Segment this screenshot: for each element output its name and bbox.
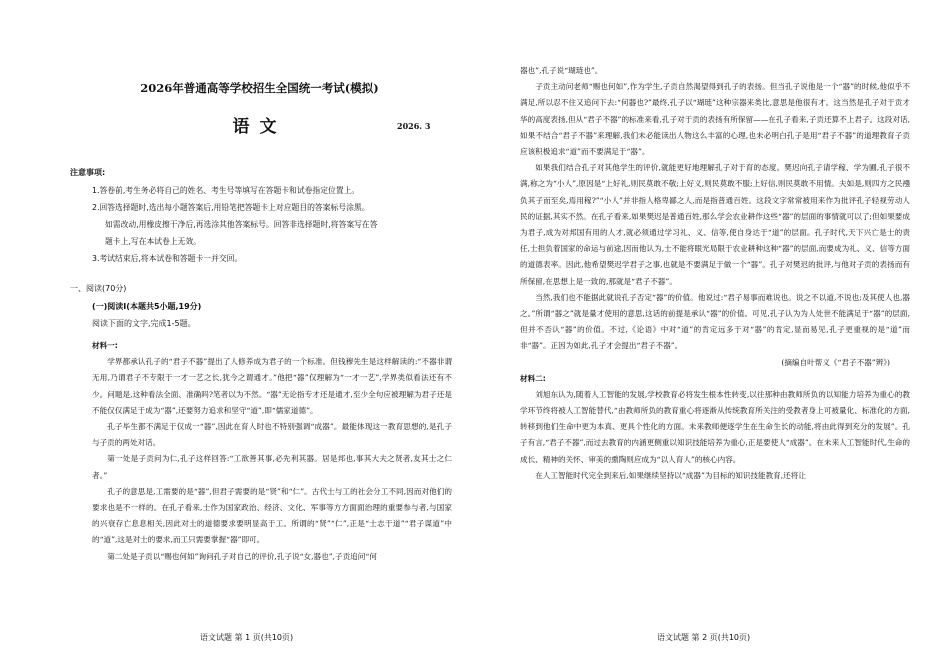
page-footer-right: 语文试题 第 2 页(共10页) <box>657 633 751 642</box>
paragraph: 如果我们结合孔子对其他学生的评价,就能更好地理解孔子对于育的态度。樊迟向孔子请学稼、学为圃,孔子很不满,称之为“小人”,原因是“上好礼,则民莫敢不敬;上好义,则民莫敢不服;上好信,则民莫敢不用情。夫如是,则四方之民襁负其子而至矣,焉用稼?”“小人”并非指人格卑鄙之人,而是指普通百姓。这段文字常常被用来作为批评孔子轻视劳动人民的证据,其实不然。在孔子看来,如果樊迟是普通百姓,那么学会农业耕作这些“器”的层面的事情就可以了;但如果要成为君子,成为对邦国有用的人才,就必须通过学习礼、义、信等,使自身达于“道”的层面。孔子时代,天下兴亡是士的责任,士担负着国家的命运与前途,因而他认为,士不能将眼光局限于农业耕种这种“器”的层面,而要成为礼、义、信等方面的道德表率。因此,他希望樊迟学君子之事,也就是不要满足于做一个“器”。孔子对樊迟的批评,与他对子贡的表扬而有所保留,在思想上是一致的,那就是“君子不器”。 <box>520 163 910 286</box>
notice-heading: 注意事项: <box>70 168 106 177</box>
notice-item: 题卡上,写在本试卷上无效。 <box>105 237 202 246</box>
source-citation: (摘编自叶帮义《“君子不器”辨》) <box>781 357 890 367</box>
paragraph: 刘旭东认为,随着人工智能的发展,学校教育必将发生根本性转变,以往那种由教师所负的以知能力培养为重心的教学环节终将被人工智能替代,“由教师所负的教育重心将逐渐从传统教育所关注的受教者身上可被量化、标准化的方面,转移到他们生命中更为本真、更具个性化的方面。未来教师便逐学生在生命生长的动能,将由此得到充分的发展”。孔子有言,“君子不器”,而过去教育的内涵更侧重以知识技能培养为重心,正是要使人“成器”。在未来人工智能时代,生命的成长、精神的关怀、审美的熏陶则应成为“以人育人”的核心内容。 <box>520 389 910 464</box>
section-heading: 一、阅读(70分) <box>70 284 127 293</box>
right-body <box>520 63 910 484</box>
paragraph: 器也”,孔子说“瑚琏也”。 <box>520 66 603 75</box>
paragraph: 子贡主动问老师“赐也何如”,作为学生,子贡自然渴望得到孔子的表扬。但当孔子说他是一个“器”的时候,他似乎不满足,所以忍不住又追问下去:“何器也?”最终,孔子以“瑚琏”这种宗器来类比,意思是他很有才。这当然是孔子对于贡才华的高度表扬,但从“君子不器”的标准来看,孔子对于贡的表扬有所保留——在孔子看来,子贡还算不上君子。这段对话,如果不结合“君子不器”来理解,我们未必能读出人物这么丰富的心理,也未必明白孔子是用“君子不器”的道理教育子贡应该积极追求“道”而不要满足于“器”。 <box>520 82 910 157</box>
left-body <box>92 338 452 565</box>
subject-title: 语文 <box>232 117 287 137</box>
paragraph: 第一处是子贡问为仁,孔子这样回答:“工欲善其事,必先利其器。居是邦也,事其大夫之贤者,友其士之仁者。” <box>92 454 452 480</box>
paragraph: 孔子的意思是,工需要的是“器”,但君子需要的是“贤”和“仁”。古代士与工的社会分工不同,因而对他们的要求也是不一样的。在孔子看来,士作为国家政治、经济、文化、军事等方方面面治理的重要参与者,与国家的兴衰存亡息息相关,因此对士的道德要求要明显高于工。所谓的“贤”“仁”,正是“士志于道”“君子谋道”中的“道”,这是对士的要求,而工只需要掌握“器”即可。 <box>92 486 452 545</box>
paragraph: 孔子毕生都不满足于仅成一“器”,因此在育人时也不特别强调“成器”。最能体现这一教育思想的,是孔子与子贡的两处对话。 <box>92 422 452 448</box>
subsection-heading: (一)阅读Ⅰ(本题共5小题,19分) <box>92 302 202 311</box>
paragraph: 学界都承认孔子的“君子不器”提出了人修养成为君子的一个标准。但钱穆先生是这样解读的:“不器非谓无用,乃谓君子不专限于一才一艺之长,犹今之谓通才。”他把“器”仅理解为“一才一艺”,学界类似看法还有不少。问题是,这种看法全面、准确吗?笔者以为不然。“器”无论指专才还是通才,至少全句应被理解为君子还是不能仅仅满足于成为“器”,还要努力追求和坚守“道”,即“儒家道德”。 <box>92 357 452 415</box>
notice-item: 2.回答选择题时,选出每小题答案后,用铅笔把答题卡上对应题目的答案标号涂黑。 <box>92 203 370 212</box>
notice-item: 1.答卷前,考生务必将自己的姓名、考生号等填写在答题卡和试卷指定位置上。 <box>92 186 360 195</box>
notice-item: 如需改动,用橡皮擦干净后,再选涂其他答案标号。回答非选择题时,将答案写在答 <box>105 220 378 229</box>
page-footer-left: 语文试题 第 1 页(共10页) <box>200 633 294 642</box>
notice-item: 3.考试结束后,将本试卷和答题卡一并交回。 <box>92 254 243 263</box>
instruction: 阅读下面的文字,完成1-5题。 <box>92 319 196 328</box>
material-label: 材料二: <box>520 373 546 383</box>
paragraph: 当然,我们也不能据此就说孔子否定“器”的价值。他说过:“君子易事而难说也。说之不以道,不说也;及其使人也,器之。”所谓“器之”就是量才使用的意思,这话的前提是承认“器”的价值。可见,孔子认为为人处世不能满足于“器”的层面,但并不否认“器”的价值。不过,《论语》中对“道”的肯定远多于对“器”的肯定,显而易见,孔子更重视的是“道”而非“器”。正因为如此,孔子才会提出“君子不器”。 <box>520 292 910 351</box>
notice-list <box>92 182 452 267</box>
exam-title: 2026年普通高等学校招生全国统一考试(模拟) <box>140 81 379 95</box>
paragraph: 第二处是子贡以“赐也何如”询问孔子对自己的评价,孔子说“女,器也”,子贡追问“何 <box>107 551 377 561</box>
material-label: 材料一: <box>92 341 118 350</box>
exam-date: 2026. 3 <box>397 121 431 131</box>
paragraph: 在人工智能时代完全到来后,如果继续坚持以“成器”为目标的知识技能教育,还将让 <box>535 470 806 480</box>
